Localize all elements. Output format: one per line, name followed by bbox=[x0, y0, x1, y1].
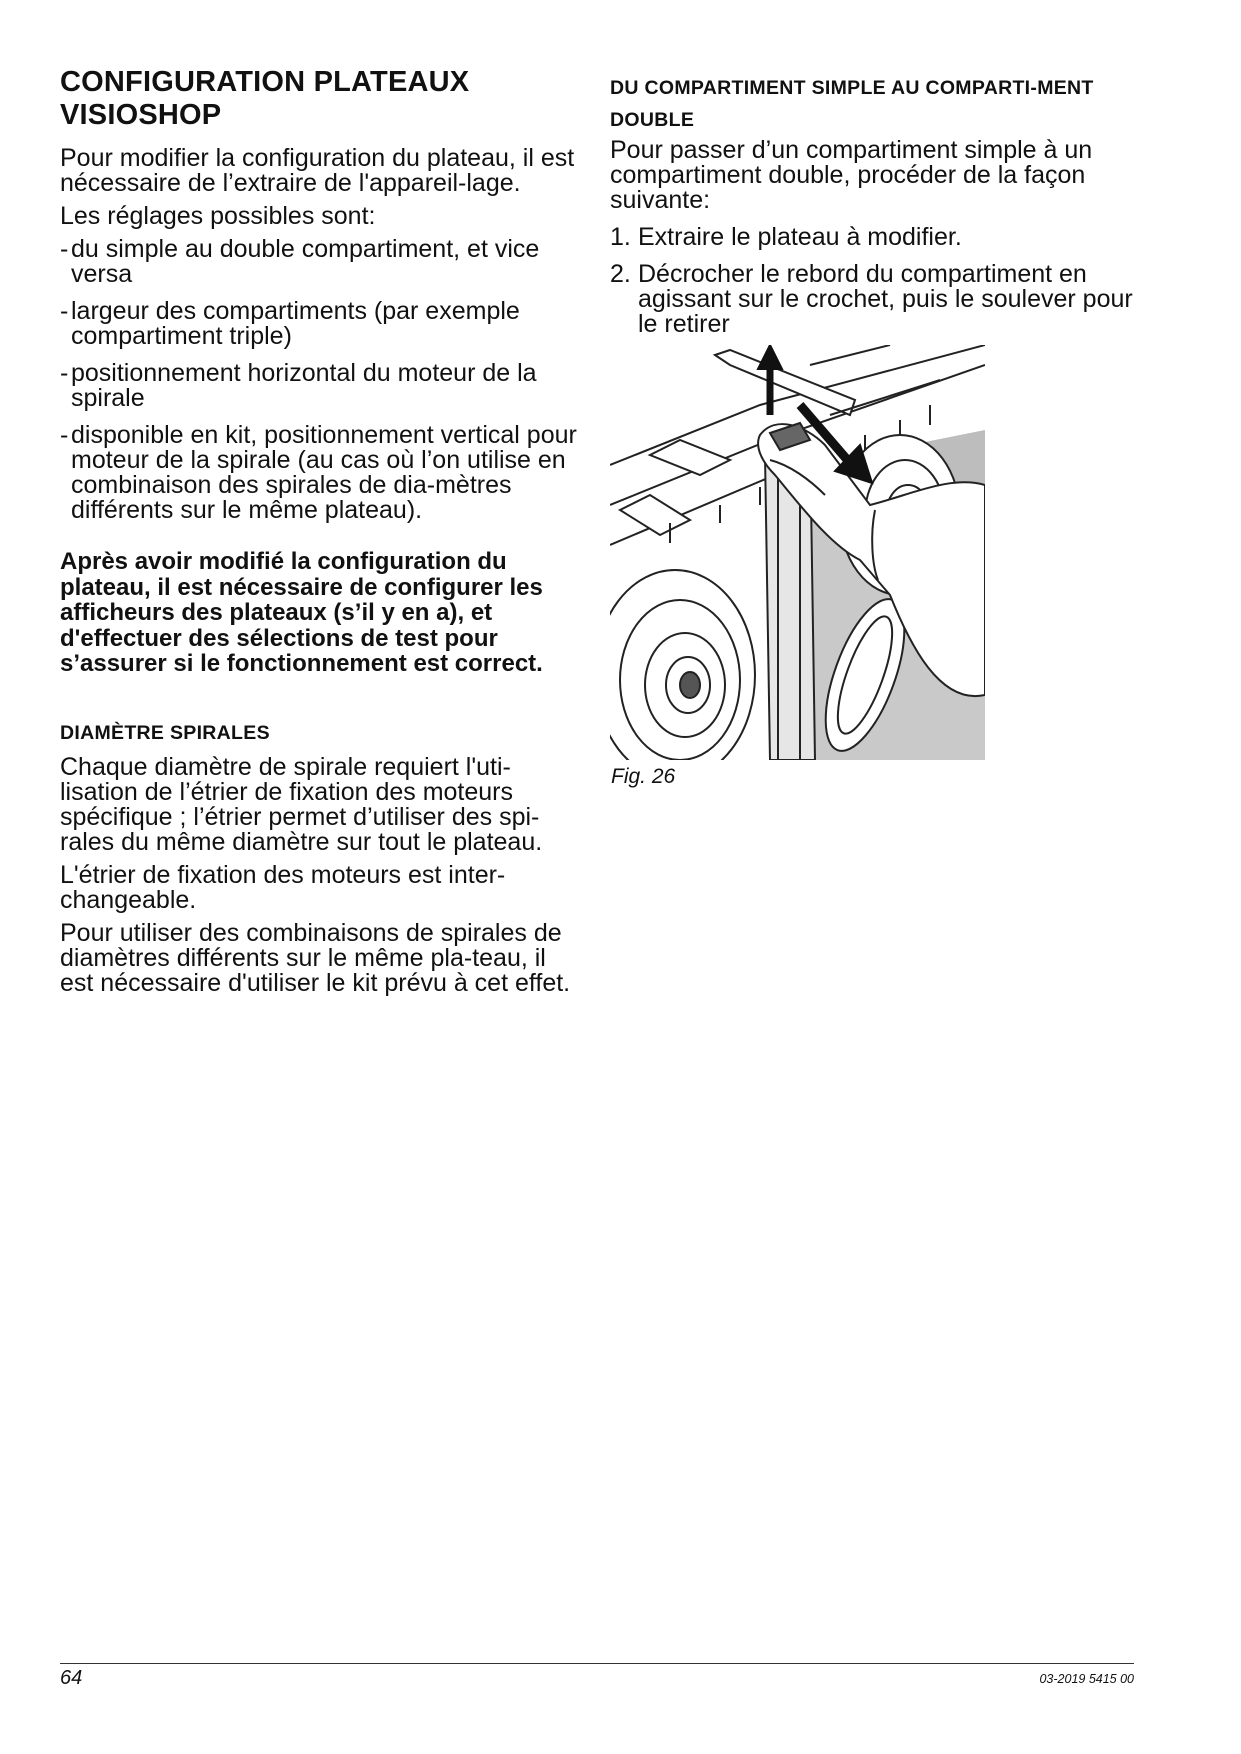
left-column bbox=[60, 66, 580, 1004]
tray-illustration bbox=[610, 345, 985, 760]
footer-divider bbox=[60, 1663, 1134, 1664]
document-code: 03-2019 5415 00 bbox=[1039, 1672, 1134, 1686]
figure-caption: Fig. 26 bbox=[611, 765, 676, 788]
steps-list bbox=[610, 225, 1150, 337]
list-item: - du simple au double compartiment, et vice versa bbox=[60, 235, 540, 288]
spiral-paragraph-1: Chaque diamètre de spirale requiert l'uti-lisation de l’étrier de fixation des moteurs spécifique ; l’étrier permet d’utiliser des spi-rales du même diamètre sur tout le plateau. bbox=[60, 752, 543, 856]
spiral-paragraph-3: Pour utiliser des combinaisons de spirales de diamètres différents sur le même pla-teau, il est nécessaire d'utiliser le kit prévu à cet effet. bbox=[60, 918, 571, 997]
list-item: 1. Extraire le plateau à modifier. bbox=[610, 223, 962, 251]
warning-paragraph: Après avoir modifié la configuration du plateau, il est nécessaire de configurer les afficheurs des plateaux (s’il y en a), et d'effectuer des sélections de test pour s’assurer si le fonctionnement est correct. bbox=[60, 548, 543, 677]
list-item: - disponible en kit, positionnement vertical pour moteur de la spirale (au cas où l’on utilise en combinaison des spirales de dia-mètres différents sur le même plateau). bbox=[60, 421, 577, 524]
settings-list bbox=[60, 237, 580, 523]
compartment-intro: Pour passer d’un compartiment simple à un compartiment double, procéder de la façon suivante: bbox=[610, 136, 1093, 214]
spiral-heading: DIAMÈTRE SPIRALES bbox=[60, 721, 270, 744]
intro-paragraph: Pour modifier la configuration du plateau, il est nécessaire de l’extraire de l'appareil-lage. bbox=[60, 144, 575, 197]
list-item: 2. Décrocher le rebord du compartiment en agissant sur le crochet, puis le soulever pour le retirer bbox=[610, 260, 1133, 338]
right-column bbox=[610, 72, 1150, 349]
compartment-heading: DU COMPARTIMENT SIMPLE AU COMPARTI-MENT DOUBLE bbox=[610, 77, 1094, 131]
section-title: CONFIGURATION PLATEAUX VISIOSHOP bbox=[60, 66, 470, 131]
spiral-paragraph-2: L'étrier de fixation des moteurs est inter-changeable. bbox=[60, 860, 506, 914]
settings-lead: Les réglages possibles sont: bbox=[60, 202, 376, 230]
list-item: - largeur des compartiments (par exemple compartiment triple) bbox=[60, 297, 520, 350]
list-item: - positionnement horizontal du moteur de la spirale bbox=[60, 359, 537, 412]
page-number: 64 bbox=[60, 1667, 83, 1689]
